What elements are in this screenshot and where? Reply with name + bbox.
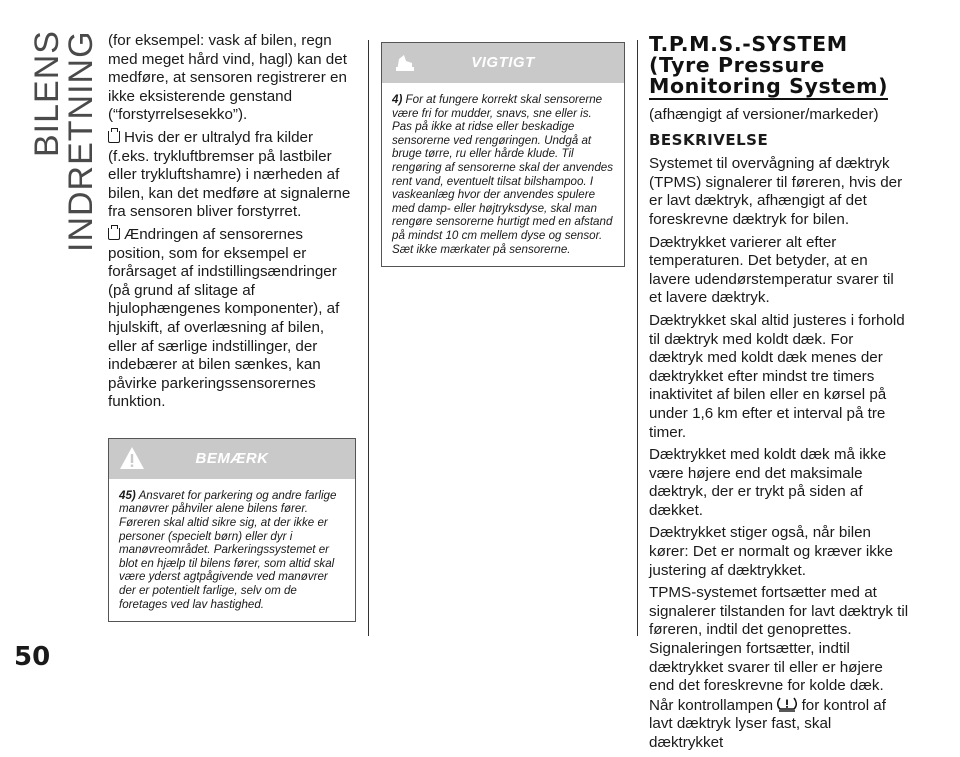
note-header xyxy=(109,439,355,479)
paragraph: Dæktrykket skal altid justeres i forhold til dæktryk med koldt dæk. For dæktryk med koldt dæk menes der dæktrykket efter mindst tre timers inaktivitet af bilen eller en kørsel på under 1,6 km efter et interval på tre timer. xyxy=(649,311,905,441)
note-title: VIGTIGT xyxy=(471,53,535,71)
note-body xyxy=(109,479,355,621)
paragraph: Dæktrykket stiger også, når bilen kører: Det er normalt og kræver ikke justering af dæktrykket. xyxy=(649,524,893,579)
bullet-item: Hvis der er ultralyd fra kilder (f.eks. trykluftbremser på lastbiler eller trykluftshamre) i nærheden af bilen, kan det medføre at signalerne fra sensoren bliver forstyrret. xyxy=(108,128,351,221)
warning-icon xyxy=(119,445,145,471)
section-title: T.P.M.S.-SYSTEM (Tyre Pressure Monitoring System) xyxy=(649,32,889,98)
note-box xyxy=(381,42,625,267)
column-divider xyxy=(368,40,369,636)
column-2 xyxy=(381,32,625,267)
note-title: BEMÆRK xyxy=(195,449,269,467)
paragraph: Dæktrykket varierer alt efter temperaturen. Det betyder, at en lavere udendørstemperatur svarer til et lavere dæktryk. xyxy=(649,233,894,307)
tpms-warning-icon xyxy=(777,696,797,712)
note-box xyxy=(108,438,356,622)
subsection-heading: BESKRIVELSE xyxy=(649,130,769,149)
paragraph: Systemet til overvågning af dæktryk (TPMS) signalerer til føreren, hvis der er lavt dæktryk, afhængigt af det foreskrevne dæktryk for bilen. xyxy=(649,155,903,228)
column-1 xyxy=(108,32,356,622)
section-subtitle: (afhængigt af versioner/markeder) xyxy=(649,106,879,123)
bullet-icon xyxy=(108,228,120,240)
page-number: 50 xyxy=(14,642,51,672)
note-number: 45) xyxy=(119,488,136,502)
note-text: Ansvaret for parkering og andre farlige manøvrer påhviler alene bilens fører. Føreren skal altid sikre sig, at der ikke er personer (specielt børn) eller dyr i manøvreområdet. Parkeringssystemet er blot en hjælp til bilens fører, som altid skal være yderst agtpågivende ved manøvrer der er potentielt farlige, selv om de foretages ved lav hastighed. xyxy=(119,488,337,611)
note-number: 4) xyxy=(392,93,403,106)
bullet-icon xyxy=(108,131,120,143)
paragraph: Dæktrykket med koldt dæk må ikke være højere end det maksimale dæktryk, der er trykt på siden af dækket. xyxy=(649,446,887,519)
column-divider xyxy=(637,40,638,636)
note-text: For at fungere korrekt skal sensorerne være fri for mudder, snavs, sne eller is. Pas på ikke at ridse eller beskadige sensorerne ved rengøringen. Undgå at bruge tørre, ru eller hårde klude. Til rengøring af sensorerne skal der anvendes rent vand, eventuelt tilsat bilshampoo. I vaskeanlæg hvor der anvendes spulere med damp- eller højtryksdyse, skal man rengøre sensorerne hurtigt med en afstand på mindst 10 cm mellem dyse og sensor. Sæt ikke mærkater på sensorerne. xyxy=(392,93,614,256)
car-hand-icon xyxy=(392,49,418,75)
note-header xyxy=(382,43,624,83)
paragraph: (for eksempel: vask af bilen, regn med meget hård vind, hagl) kan det medføre, at sensoren registrerer en ikke eksisterende genstand (“forstyrrelsesekko”). xyxy=(108,32,347,124)
bullet-item: Ændringen af sensorernes position, som for eksempel er forårsaget af indstillingsændringer (på grund af slitage af hjulophængenes komponenter), af hjulskift, af overlæsning af bilen, eller af særlige indstillinger, der indebærer at bilen sænkes, kan påvirke parkeringssensorernes funktion. xyxy=(108,225,340,411)
chapter-title: BILENS INDRETNING xyxy=(28,30,100,252)
column-3 xyxy=(649,32,909,757)
paragraph: TPMS-systemet fortsætter med at signalerer tilstanden for lavt dæktryk til føreren, indtil det genoprettes. Signaleringen fortsætter, indtil dæktrykket svarer til eller er højere end det foreskrevne for kolde dæk. Når kontrollampen for kontrol af lavt dæktryk lyser fast, skal dæktrykket xyxy=(649,584,909,751)
note-body xyxy=(382,83,624,266)
